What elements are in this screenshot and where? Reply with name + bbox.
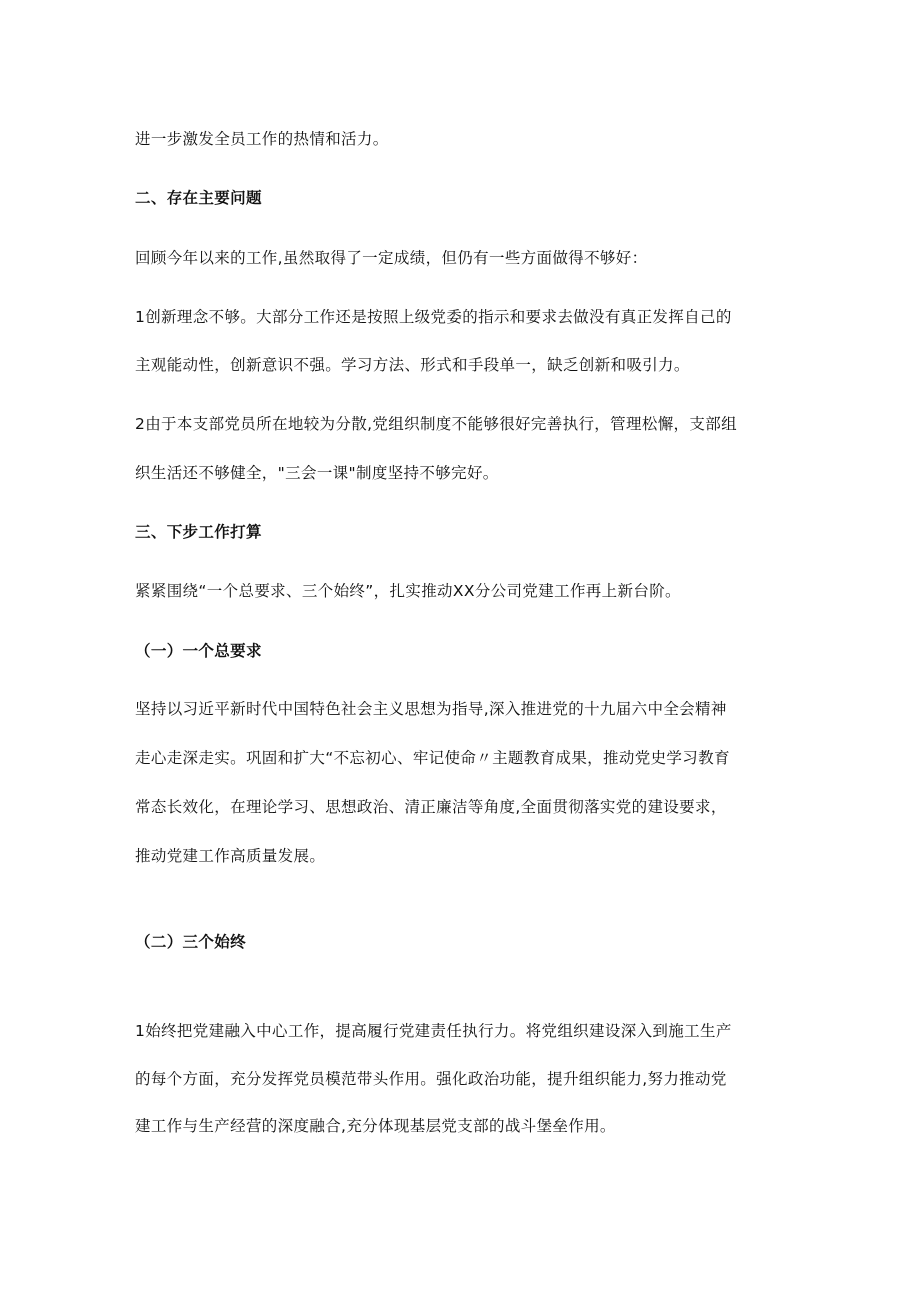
paragraph-line: 进一步激发全员工作的热情和活力。 (135, 130, 389, 148)
paragraph-line: 的每个方面，充分发挥党员模范带头作用。强化政治功能，提升组织能力,努力推动党 (135, 1070, 727, 1088)
paragraph-line: 回顾今年以来的工作,虽然取得了一定成绩，但仍有一些方面做得不够好： (135, 249, 648, 267)
paragraph-line: 1始终把党建融入中心工作，提高履行党建责任执行力。将党组织建设深入到施工生产 (135, 1022, 732, 1040)
section-heading: 三、下步工作打算 (135, 523, 262, 541)
paragraph-line: 1创新理念不够。大部分工作还是按照上级党委的指示和要求去做没有真正发挥自己的 (135, 308, 732, 326)
subsection-heading: （一）一个总要求 (135, 642, 262, 660)
paragraph-line: 坚持以习近平新时代中国特色社会主义思想为指导,深入推进党的十九届六中全会精神 (135, 700, 727, 718)
subsection-heading: （二）三个始终 (135, 933, 246, 951)
paragraph-line: 走心走深走实。巩固和扩大“不忘初心、牢记使命〃主题教育成果，推动党史学习教育 (135, 749, 730, 767)
paragraph-line: 常态长效化，在理论学习、思想政治、清正廉洁等角度,全面贯彻落实党的建设要求， (135, 798, 727, 816)
paragraph-line: 紧紧围绕“一个总要求、三个始终”，扎实推动XX分公司党建工作再上新台阶。 (135, 582, 681, 600)
paragraph-line: 织生活还不够健全，"三会一课"制度坚持不够完好。 (135, 464, 499, 482)
section-heading: 二、存在主要问题 (135, 189, 262, 207)
paragraph-line: 主观能动性，创新意识不强。学习方法、形式和手段单一，缺乏创新和吸引力。 (135, 356, 690, 374)
paragraph-line: 推动党建工作高质量发展。 (135, 847, 326, 865)
paragraph-line: 建工作与生产经营的深度融合,充分体现基层党支部的战斗堡垒作用。 (135, 1117, 616, 1135)
paragraph-line: 2由于本支部党员所在地较为分散,党组织制度不能够很好完善执行，管理松懈，支部组 (135, 415, 737, 433)
